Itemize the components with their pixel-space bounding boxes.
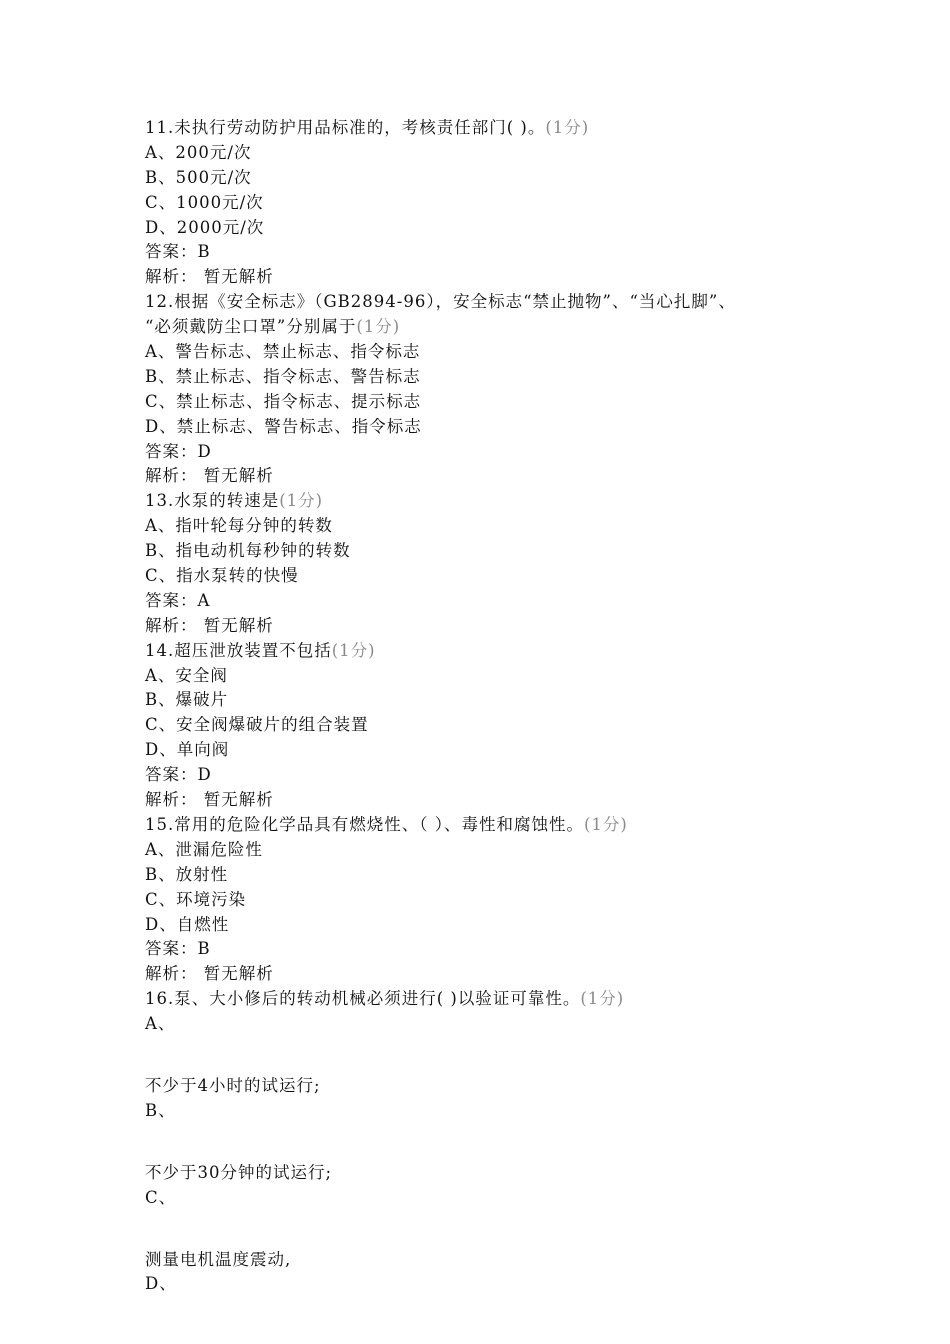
question-score: (1分)	[356, 317, 401, 337]
option-c: C、指水泵转的快慢	[145, 566, 299, 586]
answer: 答案：D	[145, 765, 212, 785]
option-c-text: 测量电机温度震动,	[145, 1249, 292, 1269]
question-score: (1分)	[279, 491, 324, 511]
question-14-stem: 14.超压泄放装置不包括(1分)	[145, 640, 376, 660]
option-b: B、指电动机每秒钟的转数	[145, 541, 351, 561]
answer: 答案：D	[145, 441, 212, 461]
option-a: A、200元/次	[145, 142, 252, 162]
question-score: (1分)	[584, 814, 628, 834]
option-a-letter: A、	[145, 1014, 176, 1034]
option-a-text: 不少于4小时的试运行;	[145, 1075, 321, 1095]
option-d-letter: D、	[145, 1274, 177, 1294]
question-15-stem: 15.常用的危险化学品具有燃烧性、（ ）、毒性和腐蚀性。(1分)	[145, 814, 628, 834]
option-c: C、1000元/次	[145, 192, 264, 212]
question-score: (1分)	[331, 640, 376, 660]
option-a: A、指叶轮每分钟的转数	[145, 516, 333, 536]
analysis: 解析： 暂无解析	[145, 964, 274, 984]
question-score: (1分)	[545, 118, 590, 137]
option-b-letter: B、	[145, 1100, 176, 1120]
question-16-stem: 16.泵、大小修后的转动机械必须进行( )以验证可靠性。(1分)	[145, 989, 625, 1009]
analysis: 解析： 暂无解析	[145, 615, 274, 635]
option-b: B、爆破片	[145, 690, 229, 710]
analysis: 解析： 暂无解析	[145, 267, 274, 287]
option-b: B、500元/次	[145, 167, 252, 187]
option-c: C、环境污染	[145, 889, 247, 909]
option-d: D、单向阀	[145, 740, 230, 760]
option-c-letter: C、	[145, 1187, 177, 1207]
option-b: B、禁止标志、指令标志、警告标志	[145, 366, 421, 386]
exam-page	[145, 116, 845, 1297]
question-13-stem: 13.水泵的转速是(1分)	[145, 491, 324, 511]
option-c: C、禁止标志、指令标志、提示标志	[145, 391, 422, 411]
option-c: C、安全阀爆破片的组合装置	[145, 715, 369, 735]
question-12-stem: 12.根据《安全标志》（GB2894-96），安全标志“禁止抛物”、“当心扎脚”、	[145, 292, 736, 312]
analysis: 解析： 暂无解析	[145, 466, 274, 486]
option-d: D、自燃性	[145, 914, 230, 934]
answer: 答案：B	[145, 242, 211, 262]
analysis: 解析： 暂无解析	[145, 790, 274, 810]
option-a: A、安全阀	[145, 665, 228, 685]
option-d: D、2000元/次	[145, 217, 265, 237]
option-d: D、禁止标志、警告标志、指令标志	[145, 416, 422, 436]
option-a: A、警告标志、禁止标志、指令标志	[145, 342, 421, 362]
question-12-stem-cont: “必须戴防尘口罩”分别属于(1分)	[145, 317, 401, 337]
question-score: (1分)	[580, 989, 625, 1009]
question-11-stem: 11.未执行劳动防护用品标准的，考核责任部门( )。(1分)	[145, 118, 590, 137]
answer: 答案：A	[145, 590, 211, 610]
option-a: A、泄漏危险性	[145, 839, 263, 859]
answer: 答案：B	[145, 939, 211, 959]
option-b-text: 不少于30分钟的试运行;	[145, 1162, 333, 1182]
option-b: B、放射性	[145, 864, 229, 884]
